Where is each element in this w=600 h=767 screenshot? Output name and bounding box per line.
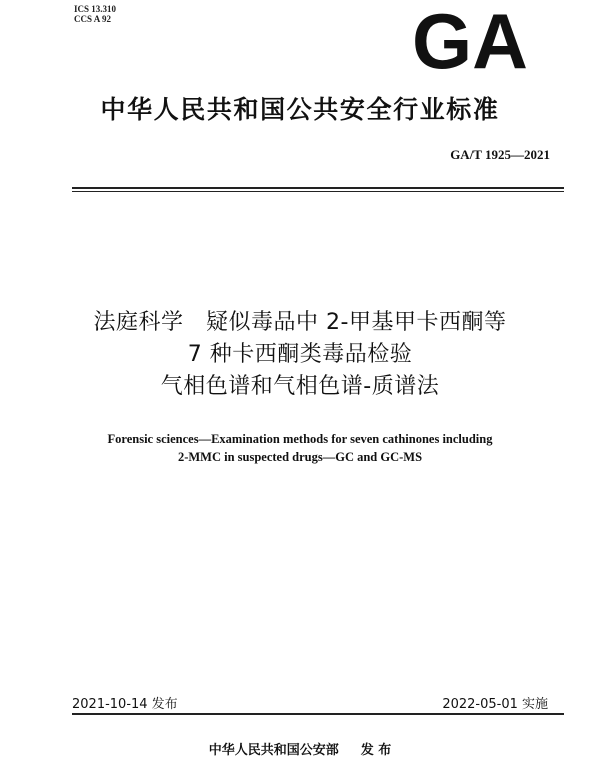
chinese-title-line-1: 法庭科学 疑似毒品中 2-甲基甲卡西酮等 xyxy=(93,310,507,335)
publisher-action: 发 布 xyxy=(360,743,392,758)
ga-logo-text: GA xyxy=(412,4,528,74)
issue-date: 2021-10-14 发布 xyxy=(72,697,178,712)
ga-logo xyxy=(410,4,530,74)
english-title-line-2: 2-MMC in suspected drugs—GC and GC-MS xyxy=(177,450,423,464)
chinese-title xyxy=(0,307,600,403)
top-rule-thin xyxy=(72,191,564,192)
standard-number: GA/T 1925—2021 xyxy=(450,147,550,162)
publisher-name: 中华人民共和国公安部 xyxy=(208,743,339,758)
english-title-line-1: Forensic sciences—Examination methods for seven cathinones including xyxy=(107,432,493,446)
classification-codes xyxy=(74,4,116,24)
top-rule xyxy=(72,187,564,189)
implementation-date: 2022-05-01 实施 xyxy=(442,697,548,712)
publisher xyxy=(0,739,600,758)
chinese-title-line-2: 7 种卡西酮类毒品检验 xyxy=(187,342,413,367)
bottom-rule xyxy=(72,713,564,715)
ics-code: ICS 13.310 xyxy=(74,4,117,14)
org-header: 中华人民共和国公共安全行业标准 xyxy=(100,95,500,124)
chinese-title-line-3: 气相色谱和气相色谱-质谱法 xyxy=(160,374,440,399)
english-title xyxy=(0,430,600,466)
ccs-code: CCS A 92 xyxy=(74,14,112,24)
